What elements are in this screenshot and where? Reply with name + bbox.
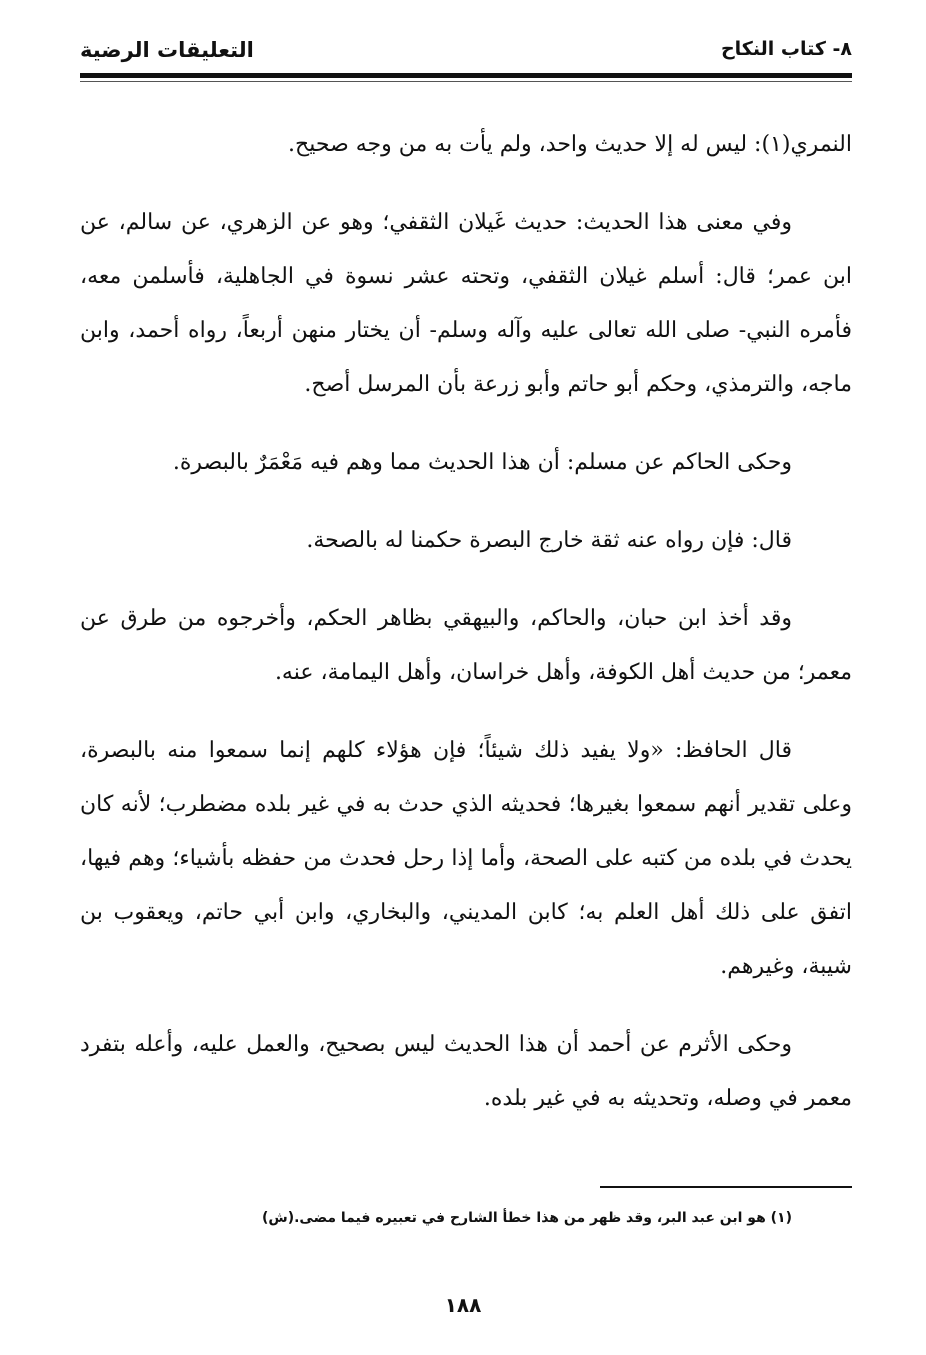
- paragraph-4: قال: فإن رواه عنه ثقة خارج البصرة حكمنا له بالصحة.: [306, 528, 792, 553]
- page-number: ١٨٨: [444, 1293, 482, 1317]
- paragraph-5: وقد أخذ ابن حبان، والحاكم، والبيهقي بظاهر الحكم، وأخرجوه من طرق عن معمر؛ من حديث أهل الكوفة، وأهل خراسان، وأهل اليمامة، عنه.: [80, 606, 852, 685]
- book-title: التعليقات الرضية: [80, 38, 254, 62]
- footnote-separator: [600, 1186, 852, 1188]
- chapter-title: ٨- كتاب النكاح: [720, 38, 852, 60]
- body-text: [80, 118, 852, 1150]
- header-rule-thick: [80, 73, 852, 78]
- paragraph-6: قال الحافظ: «ولا يفيد ذلك شيئاً؛ فإن هؤلاء كلهم إنما سمعوا منه بالبصرة، وعلى تقدير أنهم سمعوا بغيرها؛ فحديثه الذي حدث به في غير بلده مضطرب؛ لأنه كان يحدث في بلده من كتبه على الصحة، وأما إذا رحل فحدث من حفظه بأشياء؛ وهم فيها، اتفق على ذلك أهل العلم به؛ كابن المديني، والبخاري، وابن أبي حاتم، ويعقوب بن شيبة، وغيرهم.: [80, 738, 852, 979]
- header-rule-thin: [80, 81, 852, 82]
- footnote: (١) هو ابن عبد البر، وقد ظهر من هذا خطأ الشارح في تعبيره فيما مضى.(ش): [261, 1210, 792, 1226]
- paragraph-2: وفي معنى هذا الحديث: حديث غَيلان الثقفي؛ وهو عن الزهري، عن سالم، عن ابن عمر؛ قال: أسلم غيلان الثقفي، وتحته عشر نسوة في الجاهلية، فأسلمن معه، فأمره النبي- صلى الله تعالى عليه وآله وسلم- أن يختار منهن أربعاً، رواه أحمد، وابن ماجه، والترمذي، وحكم أبو حاتم وأبو زرعة بأن المرسل أصح.: [80, 210, 852, 397]
- paragraph-7: وحكى الأثرم عن أحمد أن هذا الحديث ليس بصحيح، والعمل عليه، وأعله بتفرد معمر في وصله، وتحديثه به في غير بلده.: [80, 1032, 852, 1111]
- paragraph-1: النمري(١): ليس له إلا حديث واحد، ولم يأت به من وجه صحيح.: [288, 132, 852, 157]
- paragraph-3: وحكى الحاكم عن مسلم: أن هذا الحديث مما وهم فيه مَعْمَرٌ بالبصرة.: [172, 450, 792, 475]
